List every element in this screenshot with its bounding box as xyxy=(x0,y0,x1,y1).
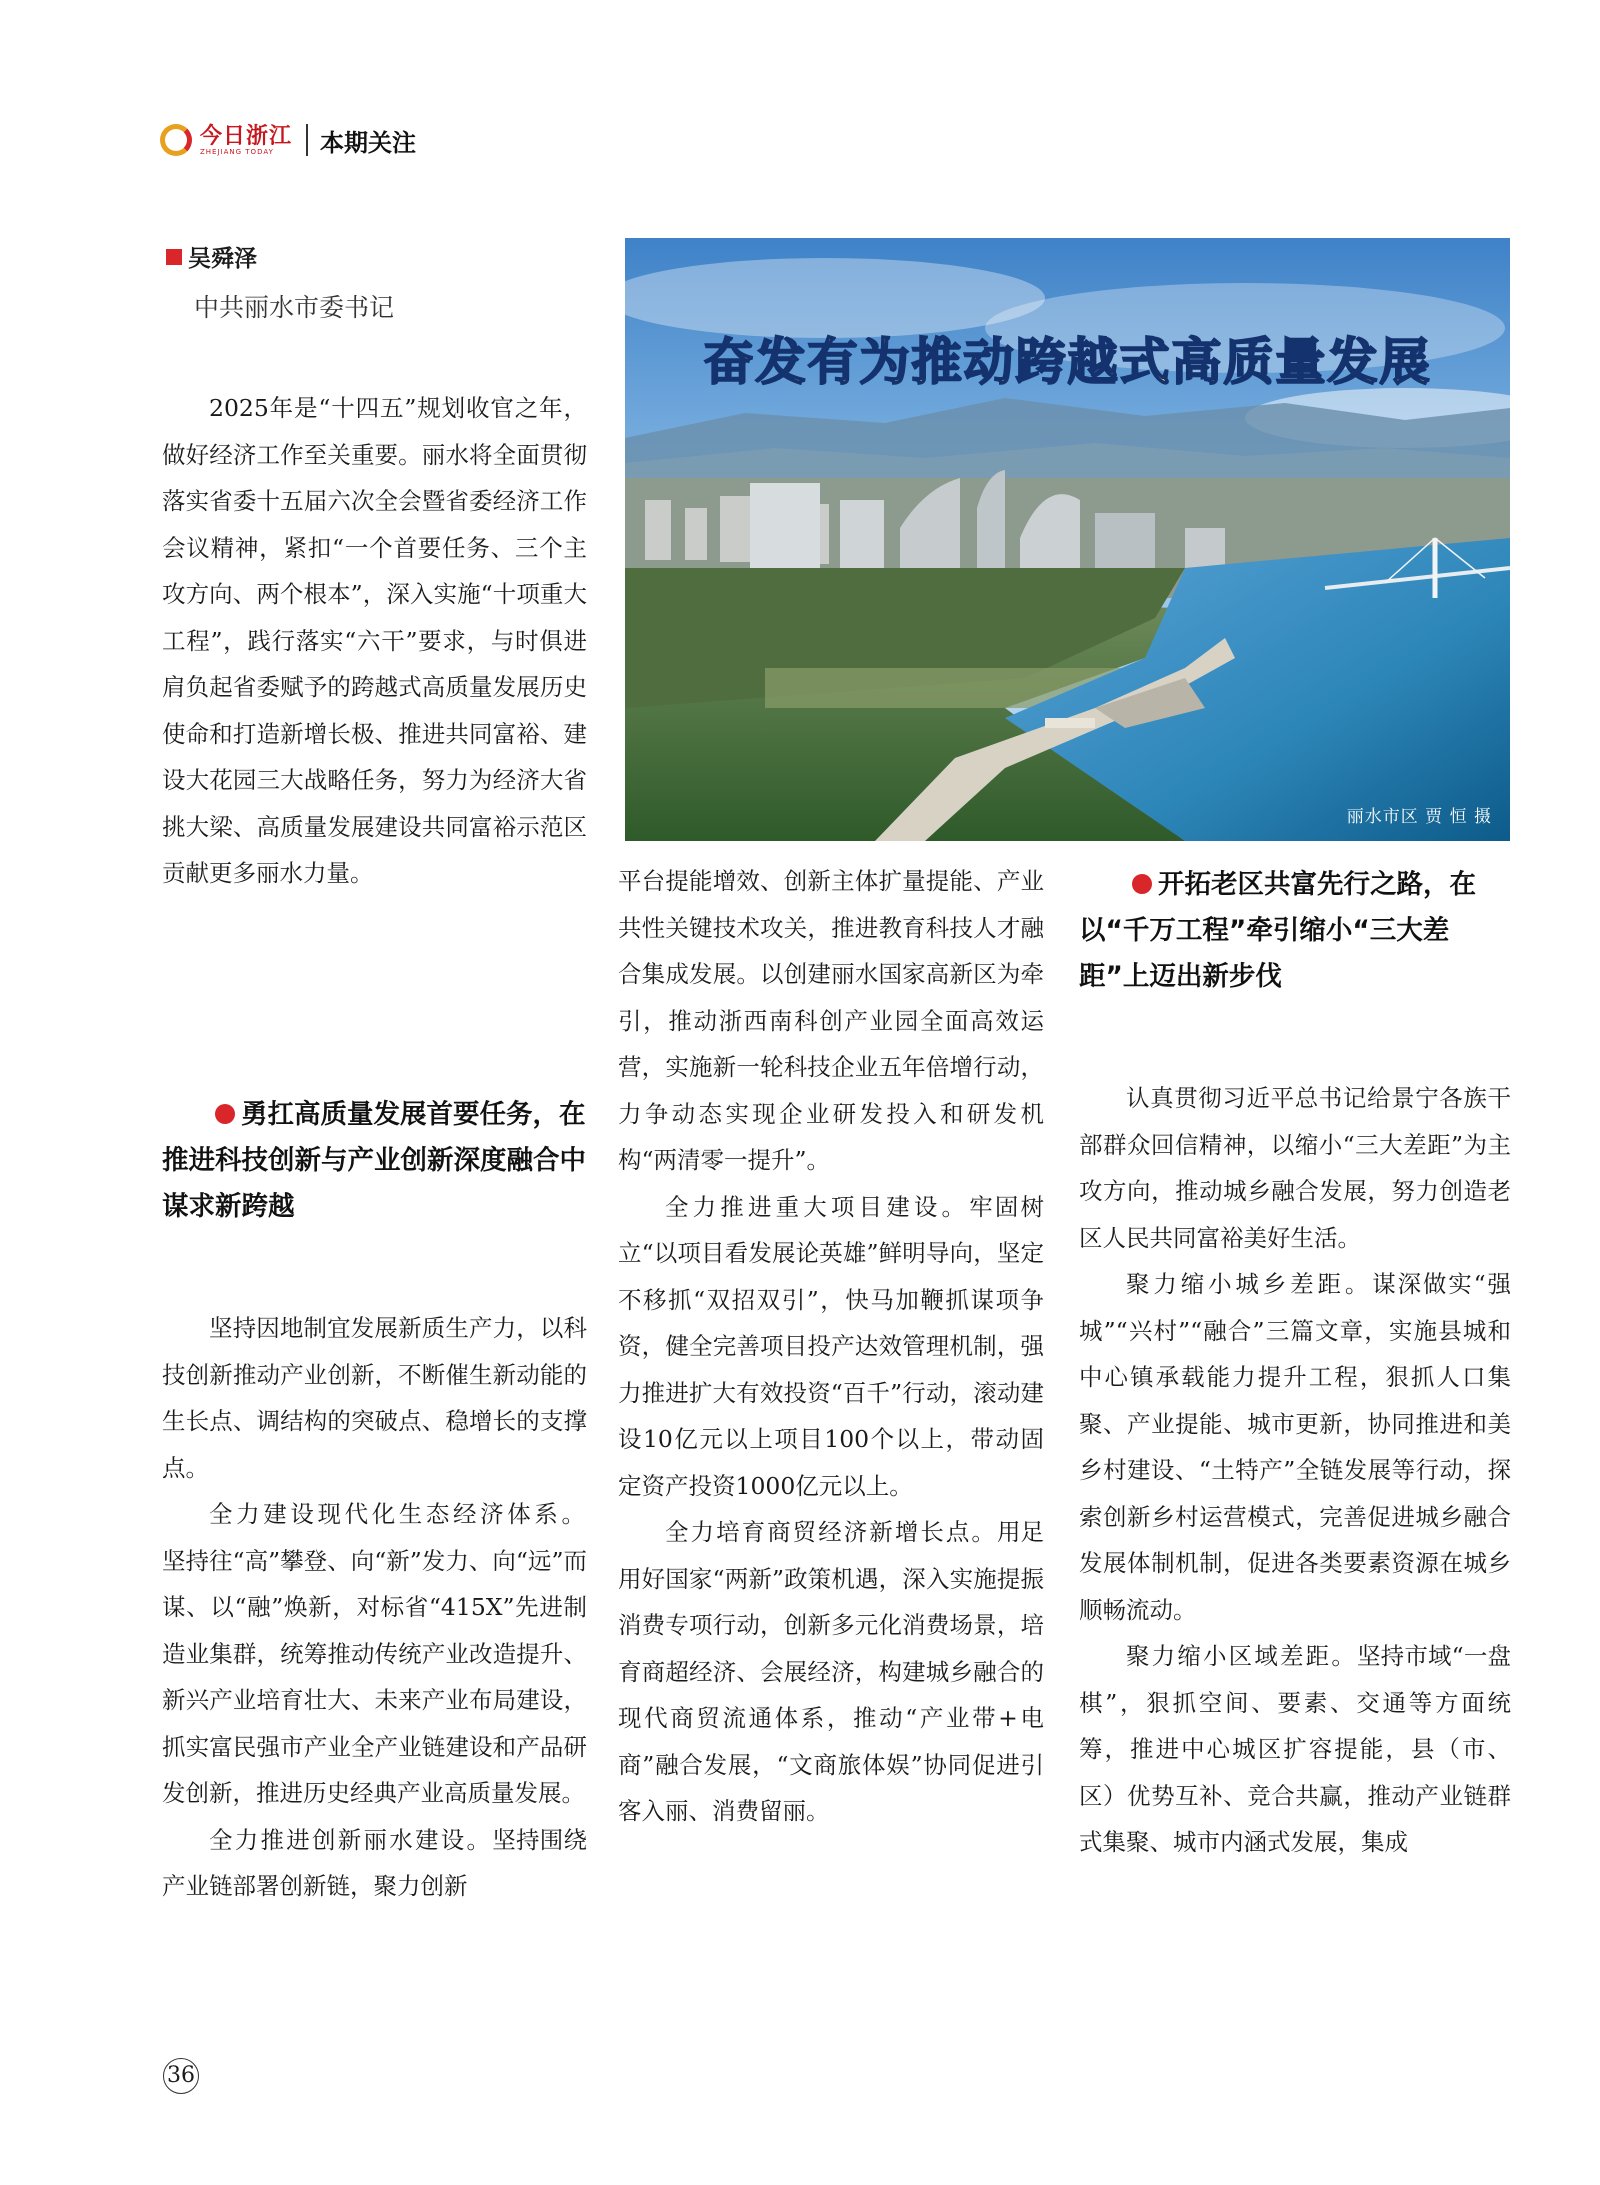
red-square-icon xyxy=(166,249,182,265)
paragraph-lead: 全力推进创新丽水建设。 xyxy=(209,1825,493,1854)
paragraph: 平台提能增效、创新主体扩量提能、产业共性关键技术攻关，推进教育科技人才融合集成发展。以创建丽水国家高新区为牵引，推动浙西南科创产业园全面高效运营，实施新一轮科技企业五年倍增行动，力争动态实现企业研发投入和研发机构“两清零一提升”。 xyxy=(618,867,1044,1174)
photo-headline: 奋发有为推动跨越式高质量发展 xyxy=(703,333,1432,391)
author-byline xyxy=(166,240,257,273)
column-3-body xyxy=(1079,1075,1511,1866)
logo-english: ZHEJIANG TODAY xyxy=(200,147,274,156)
heading-1-text: 勇扛高质量发展首要任务，在推进科技创新与产业创新深度融合中谋求新跨越 xyxy=(162,1099,586,1222)
paragraph-lead: 全力推进重大项目建设。 xyxy=(665,1192,970,1221)
column-1-intro xyxy=(162,385,587,897)
page-number: 36 xyxy=(163,2058,199,2094)
column-2-body xyxy=(618,858,1044,1835)
paragraph-text: 坚持市域“一盘棋”，狠抓空间、要素、交通等方面统筹，推进中心城区扩容提能，县（市、区）优势互补、竞合共赢，推动产业链群式集聚、城市内涵式发展，集成 xyxy=(1079,1642,1512,1856)
intro-paragraph: 2025年是“十四五”规划收官之年，做好经济工作至关重要。丽水将全面贯彻落实省委十五届六次全会暨省委经济工作会议精神，紧扣“一个首要任务、三个主攻方向、两个根本”，深入实施“十项重大工程”，践行落实“六干”要求，与时俱进肩负起省委赋予的跨越式高质量发展历史使命和打造新增长极、推进共同富裕、建设大花园三大战略任务，努力为经济大省挑大梁、高质量发展建设共同富裕示范区贡献更多丽水力量。 xyxy=(162,394,587,887)
paragraph xyxy=(162,1817,587,1910)
paragraph xyxy=(1079,1261,1511,1633)
red-dot-icon xyxy=(215,1104,235,1124)
header-divider xyxy=(306,124,308,156)
paragraph xyxy=(618,1184,1044,1510)
photo-credit: 丽水市区 贾 恒 摄 xyxy=(1346,807,1492,827)
paragraph xyxy=(162,1491,587,1817)
heading-2-text: 开拓老区共富先行之路，在以“千万工程”牵引缩小“三大差距”上迈出新步伐 xyxy=(1079,869,1476,992)
paragraph xyxy=(618,1509,1044,1835)
paragraph-text: 牢固树立“以项目看发展论英雄”鲜明导向，坚定不移抓“双招双引”，快马加鞭抓谋项争资，健全完善项目投产达效管理机制，强力推进扩大有效投资“百千”行动，滚动建设10亿元以上项目100个以上，带动固定资产投资1000亿元以上。 xyxy=(618,1192,1045,1500)
paragraph-text: 谋深做实“强城”“兴村”“融合”三篇文章，实施县城和中心镇承载能力提升工程，狠抓人口集聚、产业提能、城市更新，协同推进和美乡村建设、“土特产”全链发展等行动，探索创新乡村运营模式，完善促进城乡融合发展体制机制，促进各类要素资源在城乡顺畅流动。 xyxy=(1079,1270,1512,1624)
paragraph-text: 坚持往“高”攀登、向“新”发力、向“远”而谋、以“融”焕新，对标省“415X”先进制造业集群，统筹推动传统产业改造提升、新兴产业培育壮大、未来产业布局建设，抓实富民强市产业全产业链建设和产品研发创新，推进历史经典产业高质量发展。 xyxy=(162,1546,587,1807)
paragraph-lead: 聚力缩小区域差距。 xyxy=(1126,1642,1357,1670)
author-title: 中共丽水市委书记 xyxy=(194,293,395,322)
paragraph-lead: 聚力缩小城乡差距。 xyxy=(1126,1270,1373,1298)
feature-photo xyxy=(625,238,1510,841)
page-header xyxy=(160,118,416,162)
magazine-logo xyxy=(200,122,293,156)
column-1-body xyxy=(162,1305,587,1910)
logo-icon xyxy=(160,124,192,156)
paragraph: 认真贯彻习近平总书记给景宁各族干部群众回信精神，以缩小“三大差距”为主攻方向，推动城乡融合发展，努力创造老区人民共同富裕美好生活。 xyxy=(1079,1084,1511,1252)
paragraph-lead: 全力建设现代化生态经济体系。 xyxy=(209,1500,587,1528)
section-heading-2 xyxy=(1079,862,1511,1000)
paragraph-text: 用足用好国家“两新”政策机遇，深入实施提振消费专项行动，创新多元化消费场景，培育商超经济、会展经济，构建城乡融合的现代商贸流通体系，推动“产业带+电商”融合发展，“文商旅体娱”协同促进引客入丽、消费留丽。 xyxy=(618,1518,1045,1825)
author-name: 吴舜泽 xyxy=(188,246,257,272)
logo-chinese: 今日浙江 xyxy=(200,122,293,149)
paragraph xyxy=(1079,1633,1511,1866)
red-dot-icon xyxy=(1132,874,1152,894)
paragraph: 坚持因地制宜发展新质生产力，以科技创新推动产业创新，不断催生新动能的生长点、调结构的突破点、稳增长的支撑点。 xyxy=(162,1314,587,1482)
section-name: 本期关注 xyxy=(320,128,417,157)
paragraph-lead: 全力培育商贸经济新增长点。 xyxy=(665,1518,997,1546)
paragraph-text: 坚持围绕产业链部署创新链，聚力创新 xyxy=(162,1825,587,1900)
section-heading-1 xyxy=(162,1092,587,1230)
